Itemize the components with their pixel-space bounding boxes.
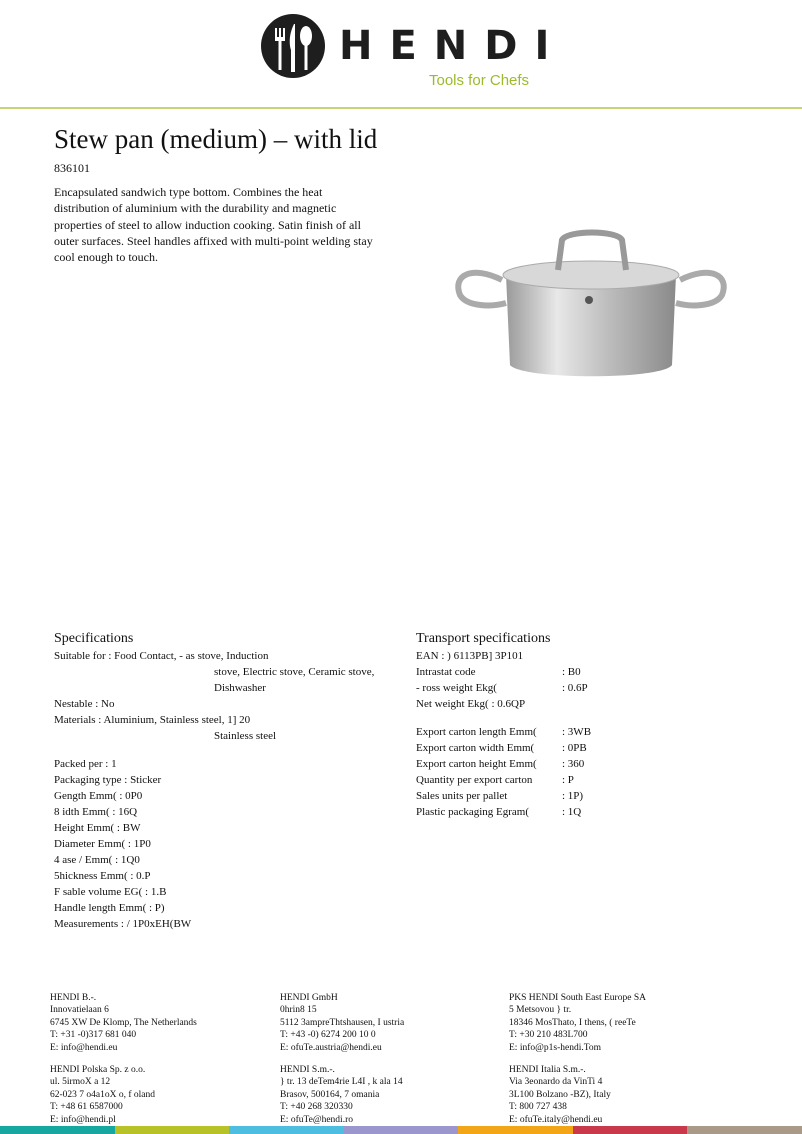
address-line: T: +31 -0)317 681 040: [50, 1030, 137, 1041]
color-bar-segment: [229, 1126, 344, 1134]
transport-row: [416, 788, 756, 804]
transport-value: : 1Q: [562, 806, 582, 818]
spec-nestable: Nestable : No: [54, 698, 115, 710]
color-bar-segment: [115, 1126, 230, 1134]
transport-label: Quantity per export carton: [416, 774, 533, 786]
transport-row: [416, 664, 756, 680]
address-line: E: info@hendi.pl: [50, 1114, 116, 1125]
spec-item: 8 idth Emm( : 16Q: [54, 806, 138, 818]
address-line: HENDI B.-.: [50, 993, 97, 1003]
address-line: T: +30 210 483L700: [509, 1030, 588, 1041]
address-block: [50, 1064, 197, 1126]
spec-suitable-for-cont: stove, Electric stove, Ceramic stove,: [214, 666, 375, 678]
brand-name: HENDI: [339, 23, 567, 69]
address-line: 5 Metsovou } tr.: [509, 1005, 572, 1016]
transport-label: Export carton height Emm(: [416, 758, 537, 770]
transport-value: : 3WB: [562, 726, 592, 738]
address-line: } tr. 13 deTem4rie L4I , k ala 14: [280, 1077, 403, 1088]
transport-value: : 1P): [562, 790, 584, 802]
address-line: 62-023 7 o4a1oX o, f oland: [50, 1089, 156, 1100]
cutlery-icon: [261, 14, 325, 78]
transport-label: Plastic packaging Egram(: [416, 806, 530, 818]
product-description: Encapsulated sandwich type bottom. Combines the heat distribution of aluminium with the durability and magnetic properties of steel to allow induction cooking. Satin finish of all outer surfaces. Steel handles affixed with multi-point welding stay cool enough to touch.: [54, 185, 373, 265]
address-line: PKS HENDI South East Europe SA: [509, 993, 646, 1003]
transport-row: [416, 680, 756, 696]
spec-materials: Materials : Aluminium, Stainless steel, 1] 20: [54, 714, 251, 726]
transport-label: Export carton length Emm(: [416, 726, 537, 738]
transport-label: Intrastat code: [416, 666, 476, 678]
transport-value: : P: [562, 774, 574, 786]
product-image: [422, 195, 760, 417]
address-line: ul. 5irmoX a 12: [50, 1077, 111, 1088]
transport-row: [416, 756, 756, 772]
address-line: T: 800 727 438: [509, 1102, 567, 1113]
page-title: Stew pan (medium) – with lid: [54, 124, 378, 154]
hendi-logo: [261, 14, 566, 78]
address-block: [50, 992, 197, 1054]
spec-item: Diameter Emm( : 1P0: [54, 838, 151, 850]
address-line: T: +43 -0) 6274 200 10 0: [280, 1030, 376, 1041]
address-line: HENDI Polska Sp. z o.o.: [50, 1065, 146, 1076]
specifications-section: [54, 630, 394, 932]
color-bar-segment: [458, 1126, 573, 1134]
address-line: HENDI S.m.-.: [280, 1065, 335, 1076]
transport-value: : 0PB: [562, 742, 587, 754]
address-line: T: +48 61 6587000: [50, 1102, 123, 1113]
color-bar-segment: [573, 1126, 688, 1134]
header-divider: [0, 107, 802, 109]
transport-row: [416, 772, 756, 788]
address-block: [509, 992, 646, 1054]
address-line: E: ofuTe.italy@hendi.eu: [509, 1114, 603, 1125]
color-bar: [0, 1126, 802, 1134]
address-line: E: info@hendi.eu: [50, 1042, 118, 1053]
address-block: [509, 1064, 646, 1126]
spec-item: F sable volume EG( : 1.B: [54, 886, 167, 898]
spec-item: Handle length Emm( : P): [54, 902, 165, 914]
spec-suitable-for-cont: Dishwasher: [214, 682, 266, 694]
address-line: T: +40 268 320330: [280, 1102, 353, 1113]
spec-item: Packed per : 1: [54, 758, 117, 770]
tagline: Tools for Chefs: [429, 72, 530, 89]
address-line: E: ofuTe.austria@hendi.eu: [280, 1042, 382, 1053]
address-line: 6745 XW De Klomp, The Netherlands: [50, 1017, 197, 1028]
footer-column: [509, 992, 646, 1134]
spec-item: Height Emm( : BW: [54, 822, 141, 834]
color-bar-segment: [344, 1126, 459, 1134]
transport-row: [416, 804, 756, 820]
address-line: E: info@p1s-hendi.Tom: [509, 1042, 601, 1053]
address-line: Via 3eonardo da VinTi 4: [509, 1077, 603, 1088]
transport-value: : B0: [562, 666, 581, 678]
color-bar-segment: [0, 1126, 115, 1134]
footer-column: [50, 992, 197, 1134]
transport-heading: Transport specifications: [416, 631, 551, 646]
spec-item: Packaging type : Sticker: [54, 774, 162, 786]
address-line: 18346 MosThato, I thens, ( reeTe: [509, 1017, 636, 1028]
product-code: 836101: [54, 161, 90, 175]
transport-label: Sales units per pallet: [416, 790, 508, 802]
ean: EAN : ) 6113PB] 3P101: [416, 650, 524, 662]
spec-item: 5hickness Emm( : 0.P: [54, 870, 151, 882]
transport-row: [416, 724, 756, 740]
transport-value: : 360: [562, 758, 585, 770]
transport-value: : 0.6P: [562, 682, 588, 694]
address-line: HENDI GmbH: [280, 993, 338, 1003]
spec-item: Gength Emm( : 0P0: [54, 790, 143, 802]
address-line: Innovatielaan 6: [50, 1005, 109, 1016]
address-line: 5112 3ampreThtshausen, I ustria: [280, 1017, 405, 1028]
address-line: 0hrin8 15: [280, 1005, 317, 1016]
footer-column: [280, 992, 404, 1134]
address-line: Brasov, 500164, 7 omania: [280, 1089, 380, 1100]
color-bar-segment: [687, 1126, 802, 1134]
address-block: [280, 992, 404, 1054]
address-line: 3L100 Bolzano -BZ), Italy: [509, 1089, 611, 1100]
address-block: [280, 1064, 404, 1126]
specifications-heading: Specifications: [54, 631, 134, 646]
address-line: E: ofuTe@hendi.ro: [280, 1114, 353, 1125]
spec-item: 4 ase / Emm( : 1Q0: [54, 854, 140, 866]
net-weight: Net weight Ekg( : 0.6QP: [416, 698, 526, 710]
transport-label: Export carton width Emm(: [416, 742, 535, 754]
spec-materials-cont: Stainless steel: [214, 730, 277, 742]
transport-label: - ross weight Ekg(: [416, 682, 497, 694]
spec-suitable-for: Suitable for : Food Contact, - as stove, Induction: [54, 650, 269, 662]
spec-item: Measurements : / 1P0xEH(BW: [54, 918, 192, 930]
transport-row: [416, 740, 756, 756]
transport-section: [416, 630, 756, 820]
address-line: HENDI Italia S.m.-.: [509, 1065, 586, 1076]
